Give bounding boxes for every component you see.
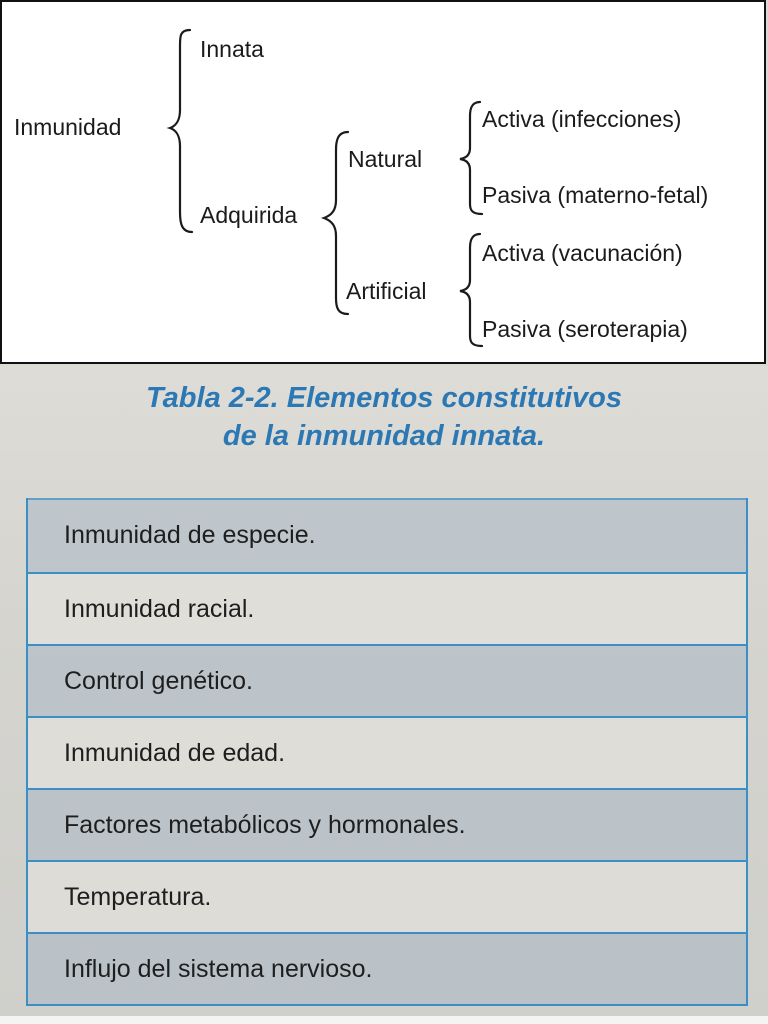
node-natural-active: Activa (infecciones) (482, 106, 682, 132)
table-caption-line2: de la inmunidad innata. (222, 420, 546, 452)
node-acquired: Adquirida (200, 202, 298, 228)
node-root: Inmunidad (14, 114, 122, 140)
table-cell: Inmunidad de especie. (64, 520, 316, 549)
table-row (28, 788, 746, 860)
node-artificial: Artificial (346, 278, 427, 304)
table-cell: Control genético. (64, 666, 254, 695)
brace-root (170, 30, 192, 232)
brace-natural (460, 102, 482, 214)
table-cell: Inmunidad racial. (64, 594, 255, 623)
table-cell: Influjo del sistema nervioso. (64, 954, 373, 983)
node-artificial-active: Activa (vacunación) (482, 240, 683, 266)
node-natural-passive: Pasiva (materno-fetal) (482, 182, 709, 208)
node-natural: Natural (348, 146, 423, 172)
page-bottom-edge (0, 1016, 768, 1024)
table-cell: Temperatura. (64, 882, 212, 911)
node-artificial-passive: Pasiva (seroterapia) (482, 316, 688, 342)
innate-immunity-table (26, 498, 748, 1006)
table-caption-line1: Tabla 2-2. Elementos constitutivos (146, 382, 622, 414)
table-row (28, 716, 746, 788)
table-cell: Factores metabólicos y hormonales. (64, 810, 466, 839)
table-row (28, 860, 746, 932)
table-row (28, 932, 746, 1004)
classification-diagram (0, 0, 766, 364)
brace-acquired (324, 132, 348, 314)
node-innate: Innata (200, 36, 264, 62)
table-row (28, 572, 746, 644)
brace-artificial (460, 234, 482, 346)
table-row (28, 644, 746, 716)
table-cell: Inmunidad de edad. (64, 738, 286, 767)
table-row (28, 498, 746, 572)
